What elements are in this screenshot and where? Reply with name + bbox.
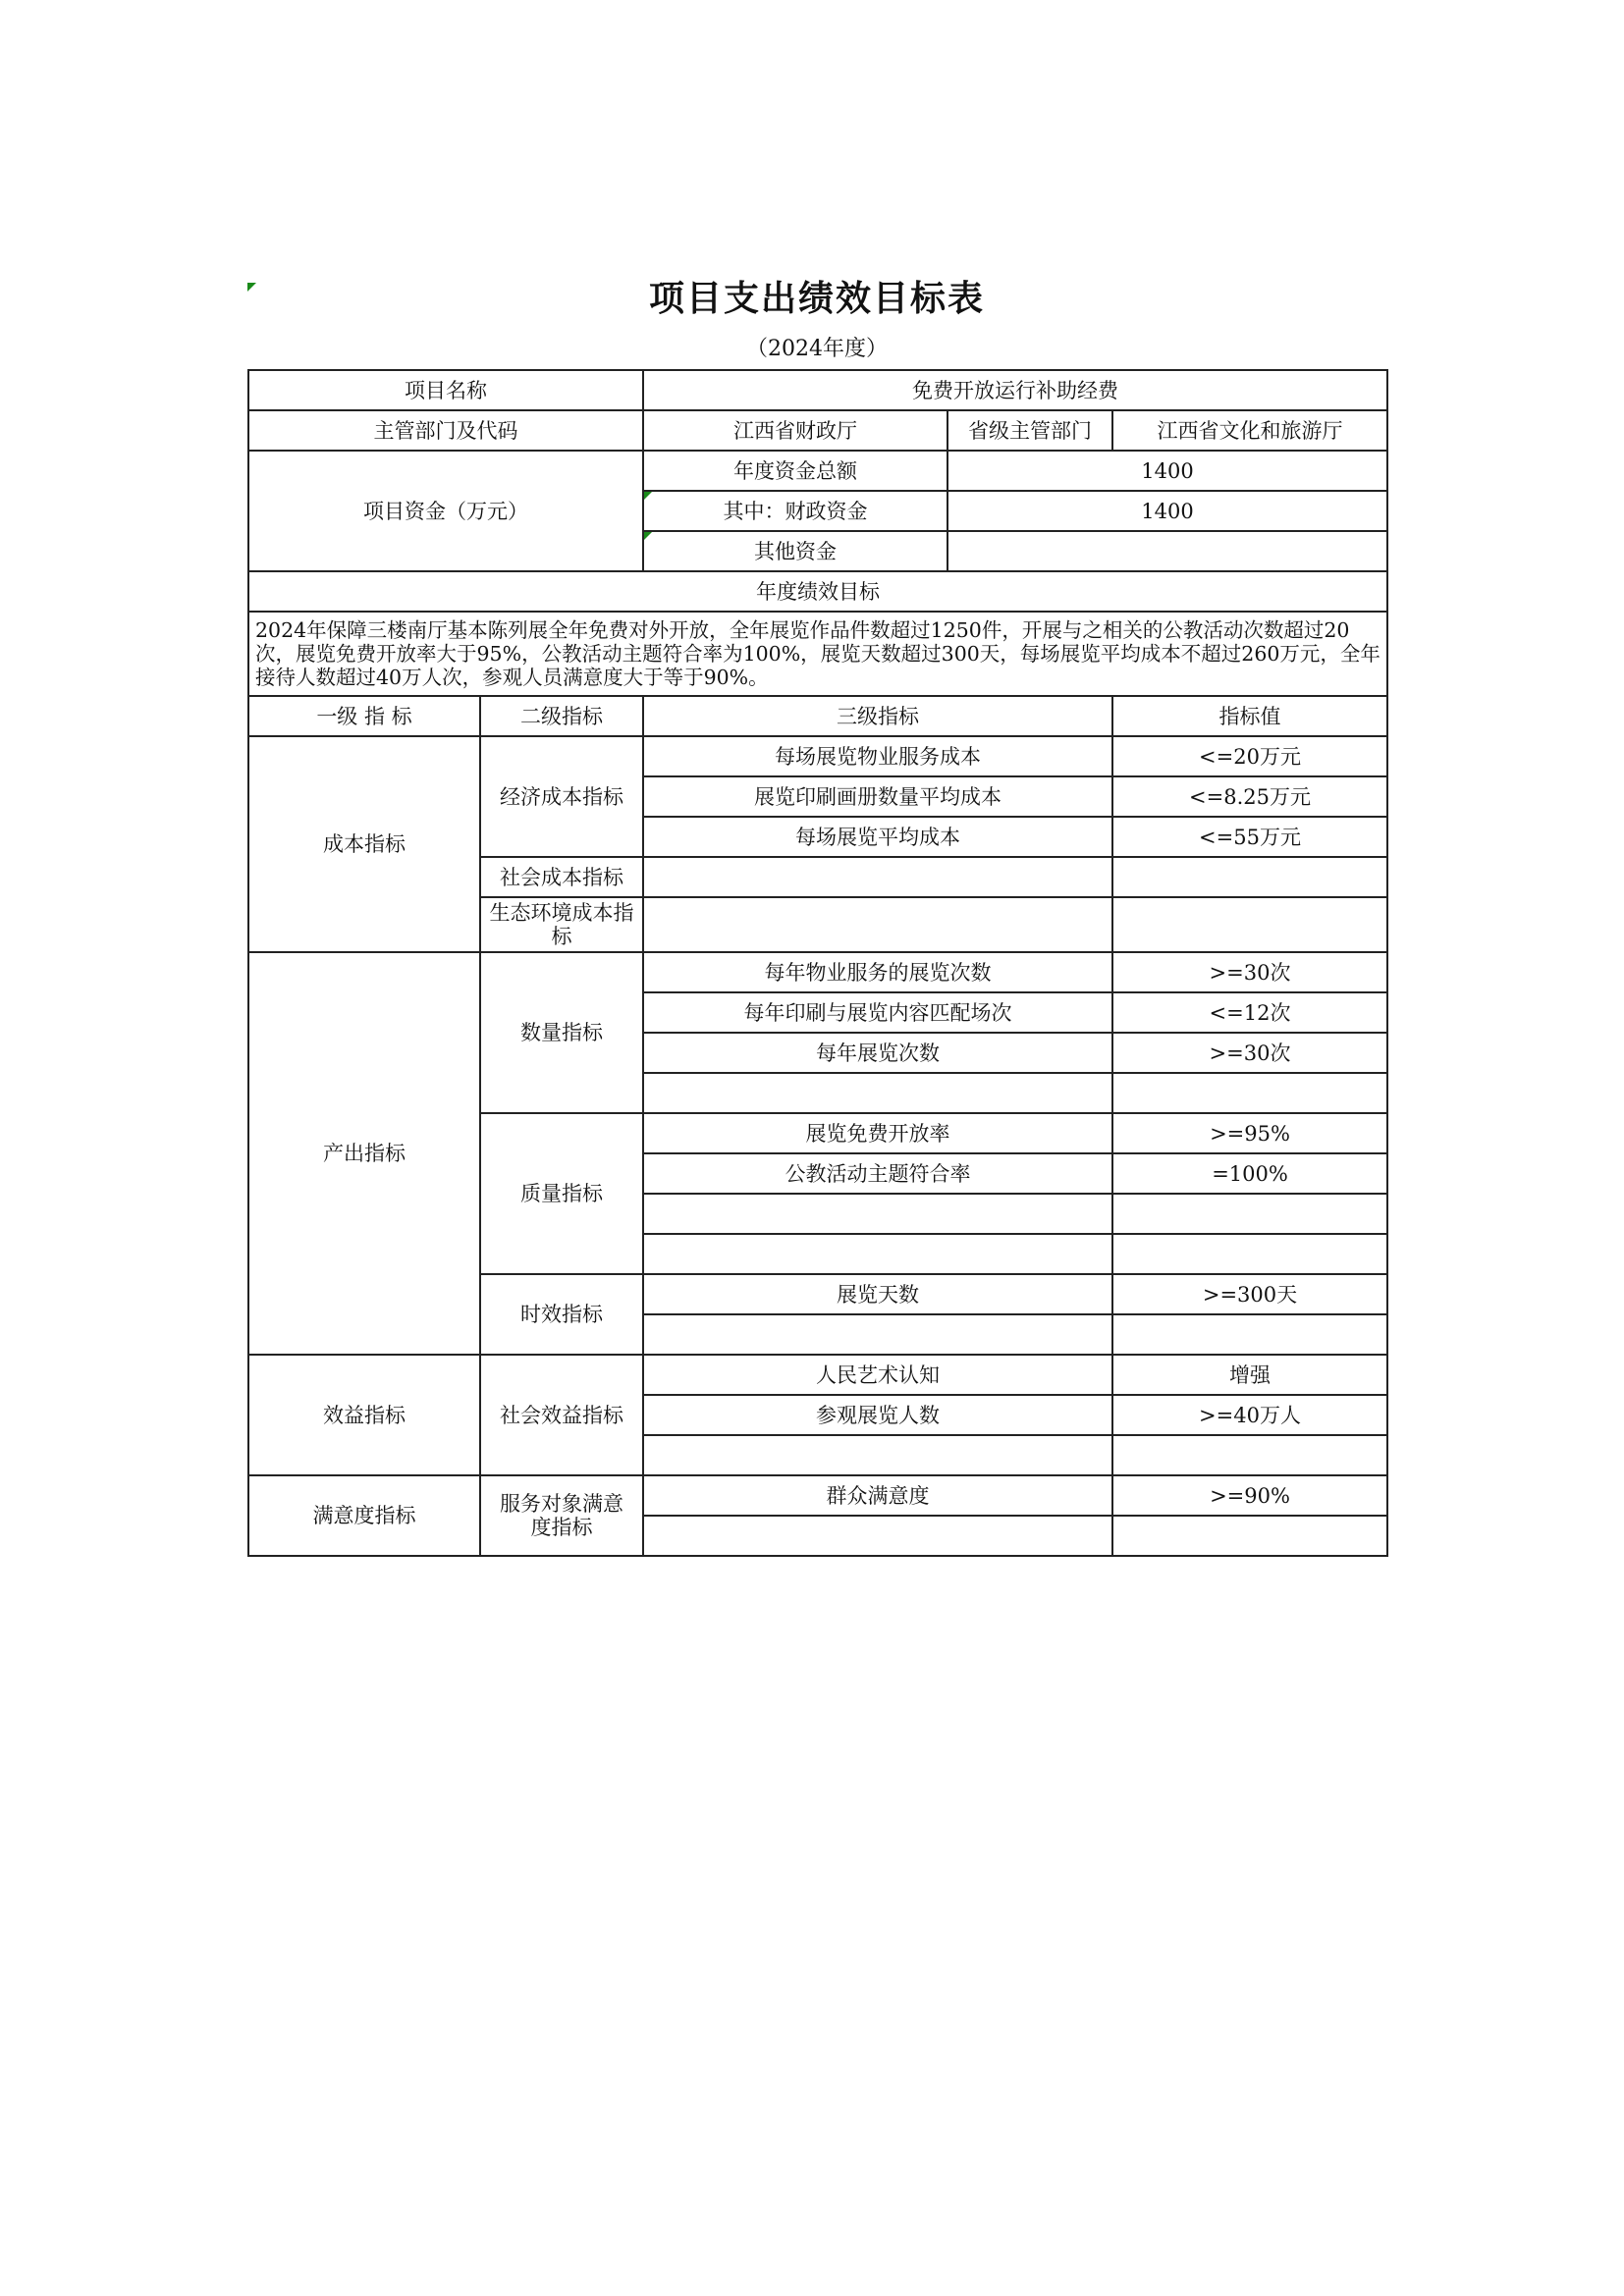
satisfaction-label: 满意度指标 bbox=[248, 1475, 480, 1556]
indicator-value: >=30次 bbox=[1112, 952, 1387, 992]
indicator-name bbox=[643, 1194, 1112, 1234]
indicator-value: >=40万人 bbox=[1112, 1395, 1387, 1435]
table-row bbox=[248, 1355, 1387, 1395]
indicator-name: 公教活动主题符合率 bbox=[643, 1153, 1112, 1194]
indicator-value: <=12次 bbox=[1112, 992, 1387, 1033]
indicator-name bbox=[643, 857, 1112, 897]
prov-dept-value: 江西省文化和旅游厅 bbox=[1112, 410, 1387, 451]
economic-cost-label: 经济成本指标 bbox=[480, 736, 643, 857]
indicator-value: >=30次 bbox=[1112, 1033, 1387, 1073]
indicator-name bbox=[643, 1073, 1112, 1113]
indicator-value bbox=[1112, 1073, 1387, 1113]
indicator-value: >=300天 bbox=[1112, 1274, 1387, 1314]
table-row bbox=[248, 736, 1387, 776]
indicator-name bbox=[643, 1516, 1112, 1556]
dept-value: 江西省财政厅 bbox=[643, 410, 947, 451]
indicator-value: <=8.25万元 bbox=[1112, 776, 1387, 817]
other-funds-value bbox=[947, 531, 1387, 571]
quality-label: 质量指标 bbox=[480, 1113, 643, 1274]
project-name-value: 免费开放运行补助经费 bbox=[643, 370, 1387, 410]
indicator-name bbox=[643, 1314, 1112, 1355]
annual-goal-text: 2024年保障三楼南厅基本陈列展全年免费对外开放，全年展览作品件数超过1250件，开展与之相关的公教活动次数超过20次，展览免费开放率大于95%，公教活动主题符合率为100%，展览天数超过300天，每场展览平均成本不超过260万元，全年接待人数超过40万人次，参观人员满意度大于等于90%。 bbox=[248, 612, 1387, 696]
indicator-name: 群众满意度 bbox=[643, 1475, 1112, 1516]
indicator-name bbox=[643, 1435, 1112, 1475]
total-funds-value: 1400 bbox=[947, 451, 1387, 491]
funds-label: 项目资金（万元） bbox=[248, 451, 643, 571]
indicator-value: <=55万元 bbox=[1112, 817, 1387, 857]
table-row bbox=[248, 696, 1387, 736]
performance-table bbox=[247, 369, 1388, 1557]
indicator-value: <=20万元 bbox=[1112, 736, 1387, 776]
social-cost-label: 社会成本指标 bbox=[480, 857, 643, 897]
indicator-name bbox=[643, 897, 1112, 952]
header-level2: 二级指标 bbox=[480, 696, 643, 736]
indicator-name: 每年印刷与展览内容匹配场次 bbox=[643, 992, 1112, 1033]
indicator-name: 每年展览次数 bbox=[643, 1033, 1112, 1073]
header-level1: 一级 指 标 bbox=[248, 696, 480, 736]
table-row bbox=[248, 612, 1387, 696]
header-level3: 三级指标 bbox=[643, 696, 1112, 736]
table-row bbox=[248, 952, 1387, 992]
table-row bbox=[248, 370, 1387, 410]
indicator-value bbox=[1112, 1435, 1387, 1475]
header-value: 指标值 bbox=[1112, 696, 1387, 736]
indicator-value: 增强 bbox=[1112, 1355, 1387, 1395]
output-label: 产出指标 bbox=[248, 952, 480, 1355]
indicator-name: 每年物业服务的展览次数 bbox=[643, 952, 1112, 992]
eco-cost-label: 生态环境成本指标 bbox=[480, 897, 643, 952]
indicator-name: 展览天数 bbox=[643, 1274, 1112, 1314]
performance-sheet bbox=[247, 247, 1386, 1557]
total-funds-label: 年度资金总额 bbox=[643, 451, 947, 491]
indicator-name: 每场展览物业服务成本 bbox=[643, 736, 1112, 776]
timeliness-label: 时效指标 bbox=[480, 1274, 643, 1355]
quantity-label: 数量指标 bbox=[480, 952, 643, 1113]
indicator-name: 展览免费开放率 bbox=[643, 1113, 1112, 1153]
prov-dept-label: 省级主管部门 bbox=[947, 410, 1112, 451]
table-row bbox=[248, 571, 1387, 612]
fiscal-funds-value: 1400 bbox=[947, 491, 1387, 531]
indicator-name: 参观展览人数 bbox=[643, 1395, 1112, 1435]
table-row bbox=[248, 410, 1387, 451]
social-benefit-label: 社会效益指标 bbox=[480, 1355, 643, 1475]
indicator-name: 人民艺术认知 bbox=[643, 1355, 1112, 1395]
table-row bbox=[248, 451, 1387, 491]
indicator-value bbox=[1112, 1194, 1387, 1234]
project-name-label: 项目名称 bbox=[248, 370, 643, 410]
indicator-value bbox=[1112, 1314, 1387, 1355]
indicator-value bbox=[1112, 857, 1387, 897]
indicator-value: >=90% bbox=[1112, 1475, 1387, 1516]
dept-label: 主管部门及代码 bbox=[248, 410, 643, 451]
indicator-value bbox=[1112, 1234, 1387, 1274]
table-row bbox=[248, 1475, 1387, 1516]
benefit-label: 效益指标 bbox=[248, 1355, 480, 1475]
indicator-name: 展览印刷画册数量平均成本 bbox=[643, 776, 1112, 817]
indicator-value: =100% bbox=[1112, 1153, 1387, 1194]
page-subtitle: （2024年度） bbox=[746, 337, 888, 361]
other-funds-label: 其他资金 bbox=[643, 531, 947, 571]
indicator-name: 每场展览平均成本 bbox=[643, 817, 1112, 857]
service-satisfaction-label: 服务对象满意度指标 bbox=[480, 1475, 643, 1556]
cell-marker-icon bbox=[247, 283, 256, 292]
cost-label: 成本指标 bbox=[248, 736, 480, 952]
page-title: 项目支出绩效目标表 bbox=[648, 278, 985, 319]
indicator-value bbox=[1112, 897, 1387, 952]
indicator-value: >=95% bbox=[1112, 1113, 1387, 1153]
annual-goal-label: 年度绩效目标 bbox=[248, 571, 1387, 612]
indicator-value bbox=[1112, 1516, 1387, 1556]
fiscal-funds-label: 其中：财政资金 bbox=[643, 491, 947, 531]
indicator-name bbox=[643, 1234, 1112, 1274]
